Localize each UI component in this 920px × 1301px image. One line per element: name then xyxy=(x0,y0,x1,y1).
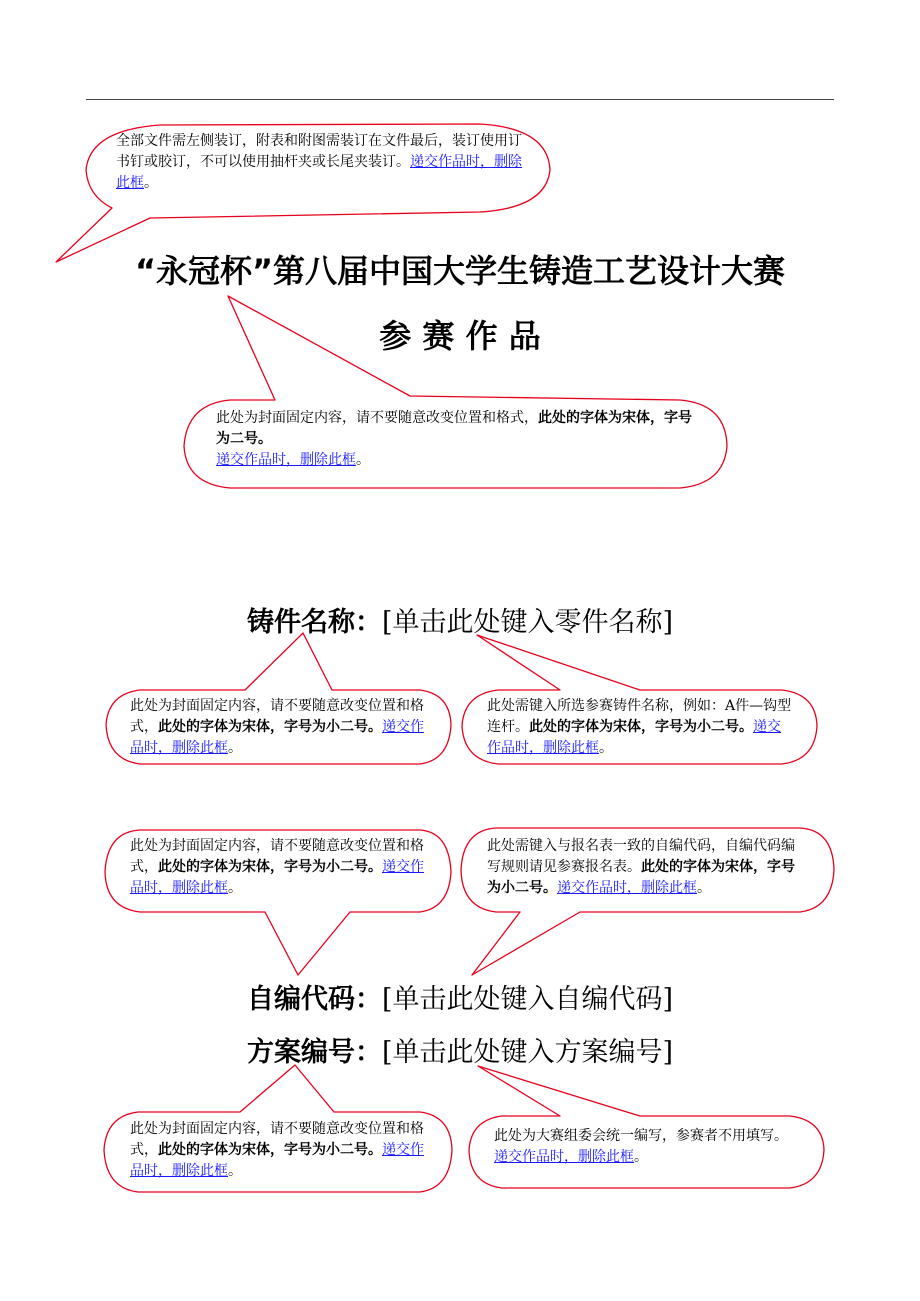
delete-box-link[interactable]: 递交作品时，删除此框 xyxy=(557,880,697,896)
callout-label-note-1-text: 此处为封面固定内容，请不要随意改变位置和格式， xyxy=(130,698,424,735)
callout-label-note-2 xyxy=(130,836,430,899)
callout-binding-tail: 。 xyxy=(144,175,158,191)
callout-label-note-3-tail: 。 xyxy=(228,1163,242,1179)
page-title: “永冠杯”第八届中国大学生铸造工艺设计大赛 xyxy=(134,252,786,290)
callout-self-code-note xyxy=(487,836,805,899)
callout-label-note-1-bold: 此处的字体为宋体，字号为小二号。 xyxy=(158,719,382,735)
self-code-row xyxy=(0,977,920,1016)
casting-name-input[interactable]: [单击此处键入零件名称] xyxy=(381,607,674,638)
callout-title-note-bold: 此处的字体为宋体，字号为二号。 xyxy=(216,410,692,447)
callout-casting-name-note-tail: 。 xyxy=(599,740,613,756)
callout-title-note xyxy=(216,408,702,471)
delete-box-link[interactable]: 递交作品时，删除此框 xyxy=(130,719,424,756)
page-subtitle: 参 赛 作 品 xyxy=(379,317,541,355)
callout-label-note-1-tail: 。 xyxy=(228,740,242,756)
callout-scheme-note-tail: 。 xyxy=(634,1149,648,1165)
delete-box-link[interactable]: 递交作品时，删除此框 xyxy=(130,859,424,896)
callout-self-code-note-text: 此处需键入与报名表一致的自编代码，自编代码编写规则请见参赛报名表。 xyxy=(487,838,795,875)
callout-casting-name-note xyxy=(487,696,793,759)
callout-label-note-2-bold: 此处的字体为宋体，字号为小二号。 xyxy=(158,859,382,875)
callout-label-note-3-text: 此处为封面固定内容，请不要随意改变位置和格式， xyxy=(130,1121,424,1158)
scheme-no-label: 方案编号： xyxy=(246,1037,382,1068)
callout-binding-text: 全部文件需左侧装订，附表和附图需装订在文件最后，装订使用订书钉或胶订，不可以使用抽杆夹或长尾夹装订。 xyxy=(116,133,522,170)
callout-label-note-2-text: 此处为封面固定内容，请不要随意改变位置和格式， xyxy=(130,838,424,875)
delete-box-link[interactable]: 递交作品时，删除此框 xyxy=(216,452,356,468)
callout-label-note-2-tail: 。 xyxy=(228,880,242,896)
delete-box-link[interactable]: 递交作品时，删除此框 xyxy=(130,1142,424,1179)
scheme-no-input[interactable]: [单击此处键入方案编号] xyxy=(381,1037,674,1068)
callout-label-note-1 xyxy=(130,696,430,759)
delete-box-link[interactable]: 递交作品时，删除此框 xyxy=(116,154,522,191)
callout-scheme-note xyxy=(494,1126,794,1168)
self-code-label: 自编代码： xyxy=(246,984,382,1015)
callout-casting-name-note-text: 此处需键入所选参赛铸件名称，例如：A件—钩型连杆。 xyxy=(487,698,792,735)
delete-box-link[interactable]: 递交作品时，删除此框 xyxy=(494,1149,634,1165)
callout-scheme-note-text: 此处为大赛组委会统一编写，参赛者不用填写。 xyxy=(494,1128,788,1144)
scheme-no-row xyxy=(0,1030,920,1069)
callout-title-note-tail: 。 xyxy=(356,452,370,468)
callout-binding xyxy=(116,131,526,194)
callout-casting-name-note-bold: 此处的字体为宋体，字号为小二号。 xyxy=(529,719,753,735)
casting-name-label: 铸件名称： xyxy=(246,607,382,638)
callout-self-code-note-bold: 此处的字体为宋体，字号为小二号。 xyxy=(487,859,795,896)
callout-label-note-3 xyxy=(130,1119,430,1182)
delete-box-link[interactable]: 递交作品时，删除此框 xyxy=(487,719,781,756)
callout-title-note-text: 此处为封面固定内容，请不要随意改变位置和格式， xyxy=(216,410,538,426)
callout-label-note-3-bold: 此处的字体为宋体，字号为小二号。 xyxy=(158,1142,382,1158)
self-code-input[interactable]: [单击此处键入自编代码] xyxy=(381,984,674,1015)
casting-name-row xyxy=(0,600,920,639)
callout-self-code-note-tail: 。 xyxy=(697,880,711,896)
